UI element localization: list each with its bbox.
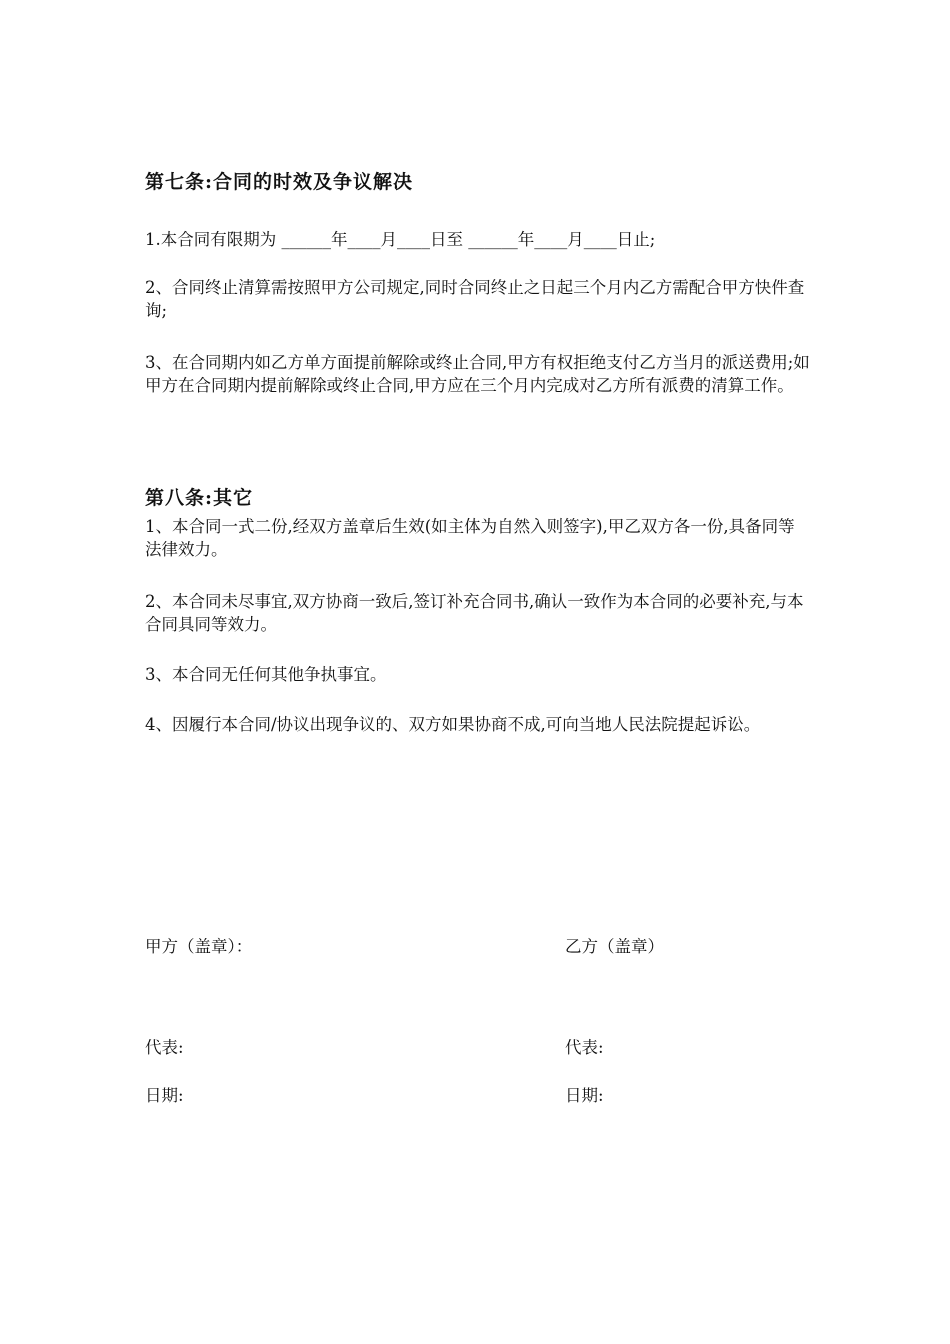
article-8-item-4-text: 4、因履行本合同/协议出现争议的、双方如果协商不成,可向当地人民法院提起诉讼。: [145, 715, 761, 734]
article-7-item-3-text: 3、在合同期内如乙方单方面提前解除或终止合同,甲方有权拒绝支付乙方当月的派送费用;如甲方在合同期内提前解除或终止合同,甲方应在三个月内完成对乙方所有派费的清算工作。: [145, 353, 810, 395]
article-8-section: [145, 486, 810, 510]
article-7-item-2: [145, 276, 810, 322]
article-8-title: 第八条:其它: [145, 487, 254, 509]
article-7-item-1: [145, 228, 810, 251]
article-8-item-1: [145, 515, 810, 561]
article-8-item-3-text: 3、本合同无任何其他争执事宜。: [145, 665, 387, 684]
article-7-item-2-text: 2、合同终止清算需按照甲方公司规定,同时合同终止之日起三个月内乙方需配合甲方快件查询;: [145, 278, 805, 320]
article-8-item-2-text: 2、本合同未尽事宜,双方协商一致后,签订补充合同书,确认一致作为本合同的必要补充,与本合同具同等效力。: [145, 592, 804, 634]
article-7-item-3: [145, 351, 810, 397]
article-7-section: [145, 170, 810, 194]
party-a-rep-label: 代表:: [145, 1038, 184, 1057]
article-7-item-1-text: 1.本合同有限期为 ______年____月____日至 ______年____月____日止;: [145, 230, 656, 249]
party-a-seal-label: 甲方（盖章）：: [145, 937, 253, 956]
party-b-seal-label: 乙方（盖章）: [565, 937, 664, 956]
party-a-date-label: 日期:: [145, 1086, 184, 1105]
party-b-date-label: 日期:: [565, 1086, 604, 1105]
party-b-rep-label: 代表:: [565, 1038, 604, 1057]
article-8-item-4: [145, 713, 810, 736]
article-8-item-3: [145, 663, 810, 686]
article-8-item-2: [145, 590, 810, 636]
article-7-title: 第七条:合同的时效及争议解决: [145, 171, 414, 193]
article-8-item-1-text: 1、本合同一式二份,经双方盖章后生效(如主体为自然入则签字),甲乙双方各一份,具备同等法律效力。: [145, 517, 795, 559]
